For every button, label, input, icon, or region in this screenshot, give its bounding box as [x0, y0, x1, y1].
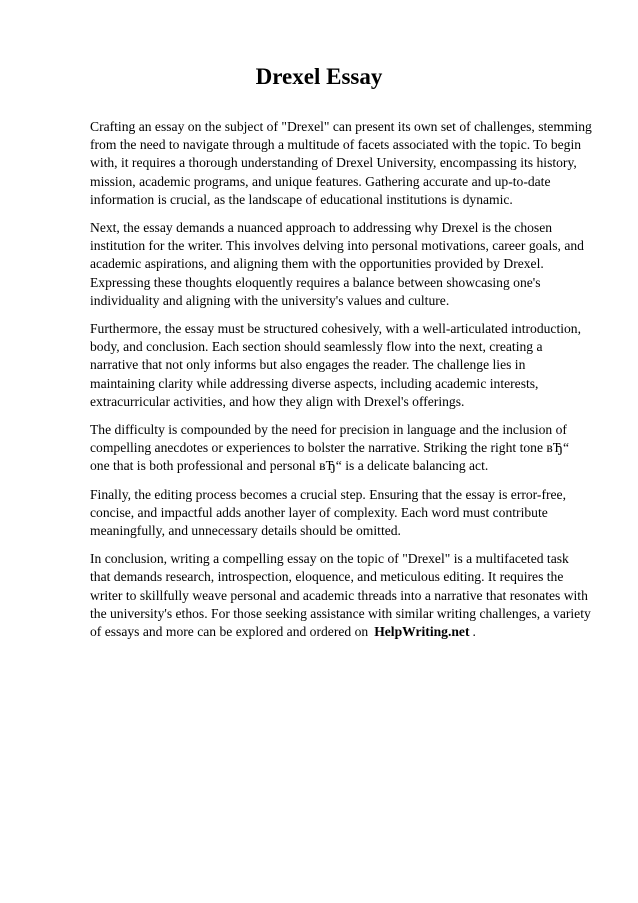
- paragraph-2: Next, the essay demands a nuanced approach to addressing why Drexel is the chosen institution for the writer. This involves delving into personal motivations, career goals, and academic aspirations, and aligning them with the opportunities provided by Drexel. Expressing these thoughts eloquently requires a balance between showcasing one's individuality and aligning with the university's values and culture.: [90, 220, 584, 308]
- document-title: Drexel Essay: [255, 64, 383, 89]
- conclusion-text: In conclusion, writing a compelling essay on the topic of "Drexel" is a multifaceted task that demands research, introspection, eloquence, and meticulous editing. It requires the writer to skillfully weave personal and academic threads into a narrative that resonates with the university's ethos. For those seeking assistance with similar writing challenges, a variety of essays and more can be explored and ordered on: [90, 551, 591, 640]
- paragraph-5: Finally, the editing process becomes a crucial step. Ensuring that the essay is error-free, concise, and impactful adds another layer of complexity. Each word must contribute meaningfully, and unnecessary details should be omitted.: [90, 486, 566, 539]
- paragraph-conclusion: [90, 550, 594, 641]
- conclusion-trailing: .: [472, 624, 476, 640]
- paragraph-3: Furthermore, the essay must be structured cohesively, with a well-articulated introduction, body, and conclusion. Each section should seamlessly flow into the next, creating a narrative that not only informs but also engages the reader. The challenge lies in maintaining clarity while addressing diverse aspects, including academic interests, extracurricular activities, and how they align with Drexel's offerings.: [90, 321, 581, 409]
- paragraph-1: Crafting an essay on the subject of "Drexel" can present its own set of challenges, stemming from the need to navigate through a multitude of facets associated with the topic. To begin with, it requires a thorough understanding of Drexel University, encompassing its history, mission, academic programs, and unique features. Gathering accurate and up-to-date information is crucial, as the landscape of educational institutions is dynamic.: [90, 119, 592, 207]
- paragraph-4: The difficulty is compounded by the need for precision in language and the inclusion of compelling anecdotes or experiences to bolster the narrative. Striking the right tone вЂ“ one that is both professional and personal вЂ“ is a delicate balancing act.: [90, 422, 570, 474]
- helpwriting-link[interactable]: HelpWriting.net: [374, 624, 470, 640]
